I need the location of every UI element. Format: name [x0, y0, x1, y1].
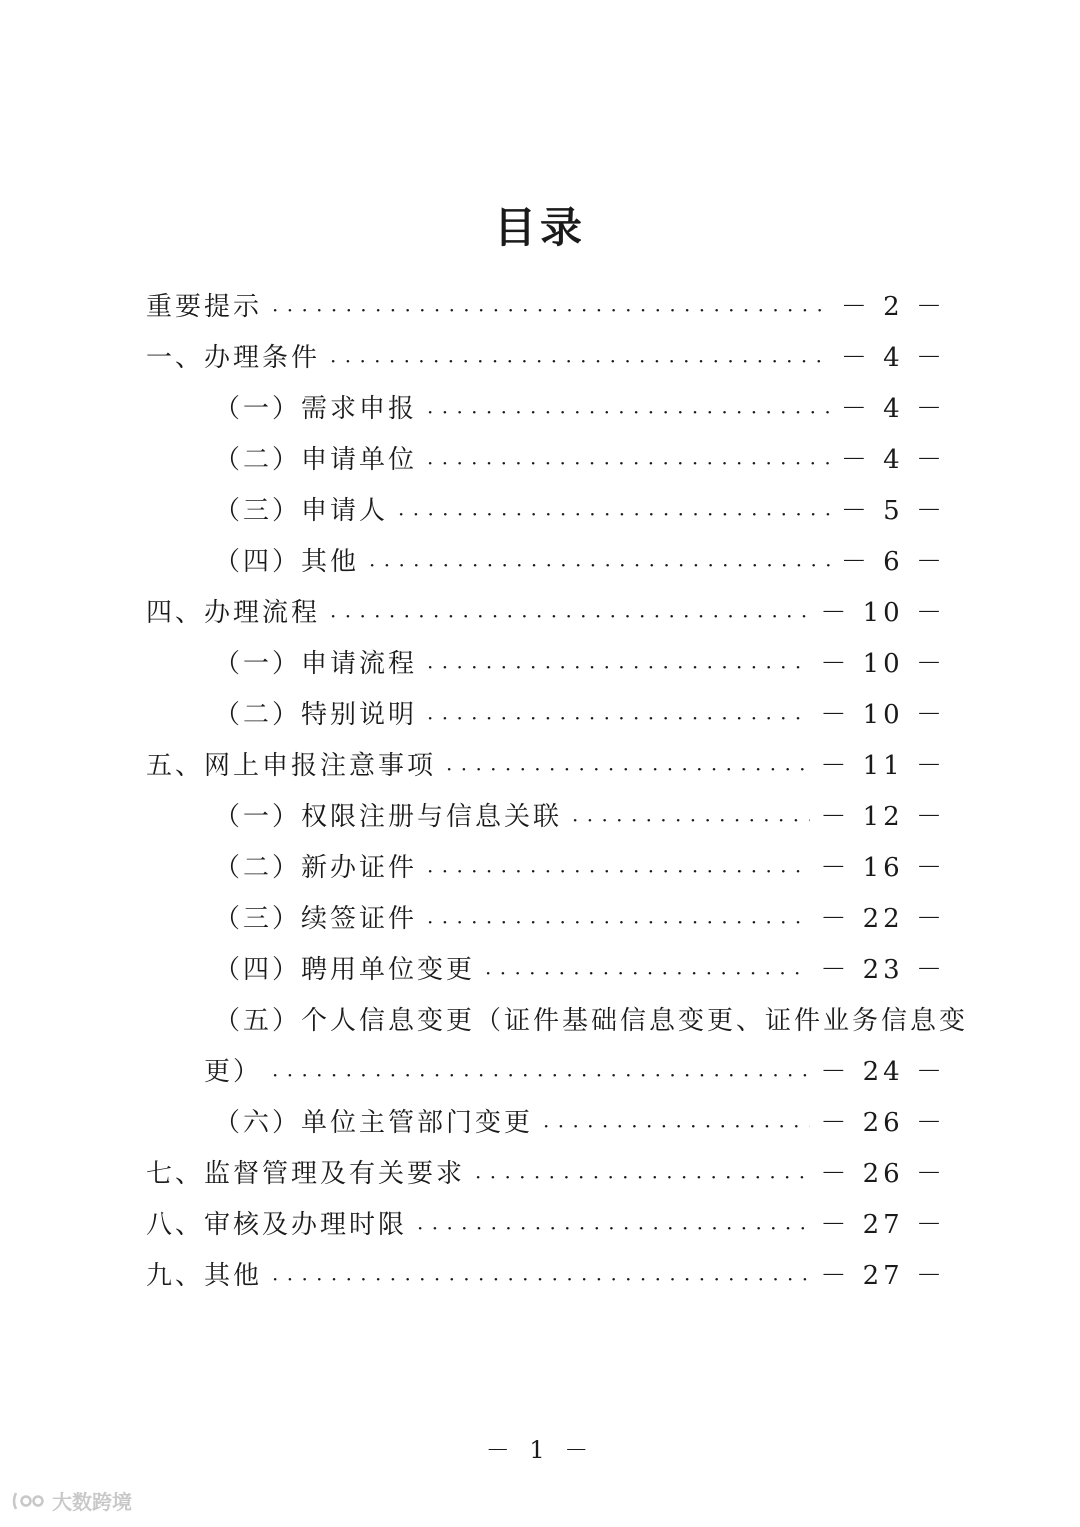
- toc-leader-dots: [485, 953, 810, 983]
- table-of-contents: [146, 279, 969, 1299]
- toc-leader-dots: [475, 1157, 810, 1187]
- toc-entry-label: （二）特别说明: [214, 700, 418, 730]
- toc-entry-label: 四、办理流程: [146, 598, 321, 628]
- toc-entry-label: （二）申请单位: [214, 445, 418, 475]
- toc-entry[interactable]: [146, 789, 946, 840]
- toc-leader-dots: [272, 1055, 810, 1085]
- toc-entry-page: － 4 －: [840, 394, 946, 424]
- toc-entry-label-continued: 更）: [204, 1057, 263, 1087]
- toc-entry-label: （一）申请流程: [214, 649, 418, 679]
- toc-leader-dots: [427, 443, 831, 473]
- toc-leader-dots: [427, 851, 810, 881]
- toc-entry[interactable]: [146, 279, 946, 330]
- toc-entry-page: － 11 －: [820, 751, 946, 781]
- toc-entry-label: （二）新办证件: [214, 853, 418, 883]
- toc-leader-dots: [543, 1106, 810, 1136]
- toc-entry-page: － 27 －: [820, 1261, 946, 1291]
- toc-leader-dots: [427, 392, 831, 422]
- toc-entry[interactable]: [146, 687, 946, 738]
- toc-entry-page: － 27 －: [820, 1210, 946, 1240]
- toc-entry-page: － 2 －: [840, 292, 946, 322]
- toc-entry[interactable]: [146, 942, 946, 993]
- footer-page-number: － 1 －: [485, 1436, 595, 1464]
- toc-entry[interactable]: [146, 840, 946, 891]
- toc-entry-label: （四）聘用单位变更: [214, 955, 476, 985]
- toc-entry[interactable]: [146, 891, 946, 942]
- toc-entry-page: － 22 －: [820, 904, 946, 934]
- toc-entry-label: （一）需求申报: [214, 394, 418, 424]
- toc-entry-page: － 23 －: [820, 955, 946, 985]
- toc-entry[interactable]: [146, 636, 946, 687]
- toc-entry-label: 五、网上申报注意事项: [146, 751, 437, 781]
- toc-entry[interactable]: [146, 330, 946, 381]
- toc-entry-page: － 10 －: [820, 598, 946, 628]
- toc-entry-label: （四）其他: [214, 547, 360, 577]
- toc-entry-label: （五）个人信息变更（证件基础信息变更、证件业务信息变: [214, 1006, 969, 1036]
- toc-entry-label: （三）续签证件: [214, 904, 418, 934]
- toc-entry[interactable]: [146, 993, 969, 1044]
- toc-entry[interactable]: [146, 381, 946, 432]
- toc-entry[interactable]: [146, 1197, 946, 1248]
- toc-leader-dots: [272, 1259, 810, 1289]
- toc-leader-dots: [446, 749, 810, 779]
- page-title: 目录: [493, 203, 586, 252]
- toc-entry-label: 七、监督管理及有关要求: [146, 1159, 466, 1189]
- toc-leader-dots: [330, 341, 831, 371]
- toc-leader-dots: [427, 902, 810, 932]
- toc-entry-page: － 4 －: [840, 445, 946, 475]
- toc-entry-page: － 16 －: [820, 853, 946, 883]
- toc-entry-page: － 5 －: [840, 496, 946, 526]
- toc-leader-dots: [272, 290, 831, 320]
- toc-leader-dots: [427, 647, 810, 677]
- toc-entry-label: （三）申请人: [214, 496, 389, 526]
- toc-entry[interactable]: [146, 1146, 946, 1197]
- toc-entry-page: － 24 －: [820, 1057, 946, 1087]
- toc-entry[interactable]: [146, 738, 946, 789]
- toc-entry-label: 八、审核及办理时限: [146, 1210, 408, 1240]
- toc-entry-label: 九、其他: [146, 1261, 263, 1291]
- toc-leader-dots: [427, 698, 810, 728]
- toc-entry[interactable]: [146, 483, 946, 534]
- toc-entry-label: 一、办理条件: [146, 343, 321, 373]
- toc-entry-page: － 26 －: [820, 1159, 946, 1189]
- watermark-logo-icon: [10, 1489, 46, 1513]
- toc-entry-page: － 12 －: [820, 802, 946, 832]
- toc-entry-label: （六）单位主管部门变更: [214, 1108, 534, 1138]
- toc-entry[interactable]: [146, 534, 946, 585]
- toc-entry-page: － 26 －: [820, 1108, 946, 1138]
- toc-entry-page: － 4 －: [840, 343, 946, 373]
- toc-leader-dots: [330, 596, 810, 626]
- toc-entry-label: （一）权限注册与信息关联: [214, 802, 563, 832]
- toc-leader-dots: [369, 545, 831, 575]
- toc-leader-dots: [572, 800, 810, 830]
- watermark-text: 大数跨境: [52, 1490, 132, 1514]
- watermark: [10, 1486, 132, 1515]
- toc-entry-page: － 10 －: [820, 700, 946, 730]
- toc-entry[interactable]: [146, 1248, 946, 1299]
- toc-entry[interactable]: [146, 1095, 946, 1146]
- toc-leader-dots: [417, 1208, 810, 1238]
- toc-entry[interactable]: [146, 432, 946, 483]
- toc-entry-continuation[interactable]: [146, 1044, 946, 1095]
- toc-entry[interactable]: [146, 585, 946, 636]
- toc-leader-dots: [398, 494, 831, 524]
- toc-entry-label: 重要提示: [146, 292, 263, 322]
- toc-entry-page: － 10 －: [820, 649, 946, 679]
- toc-entry-page: － 6 －: [840, 547, 946, 577]
